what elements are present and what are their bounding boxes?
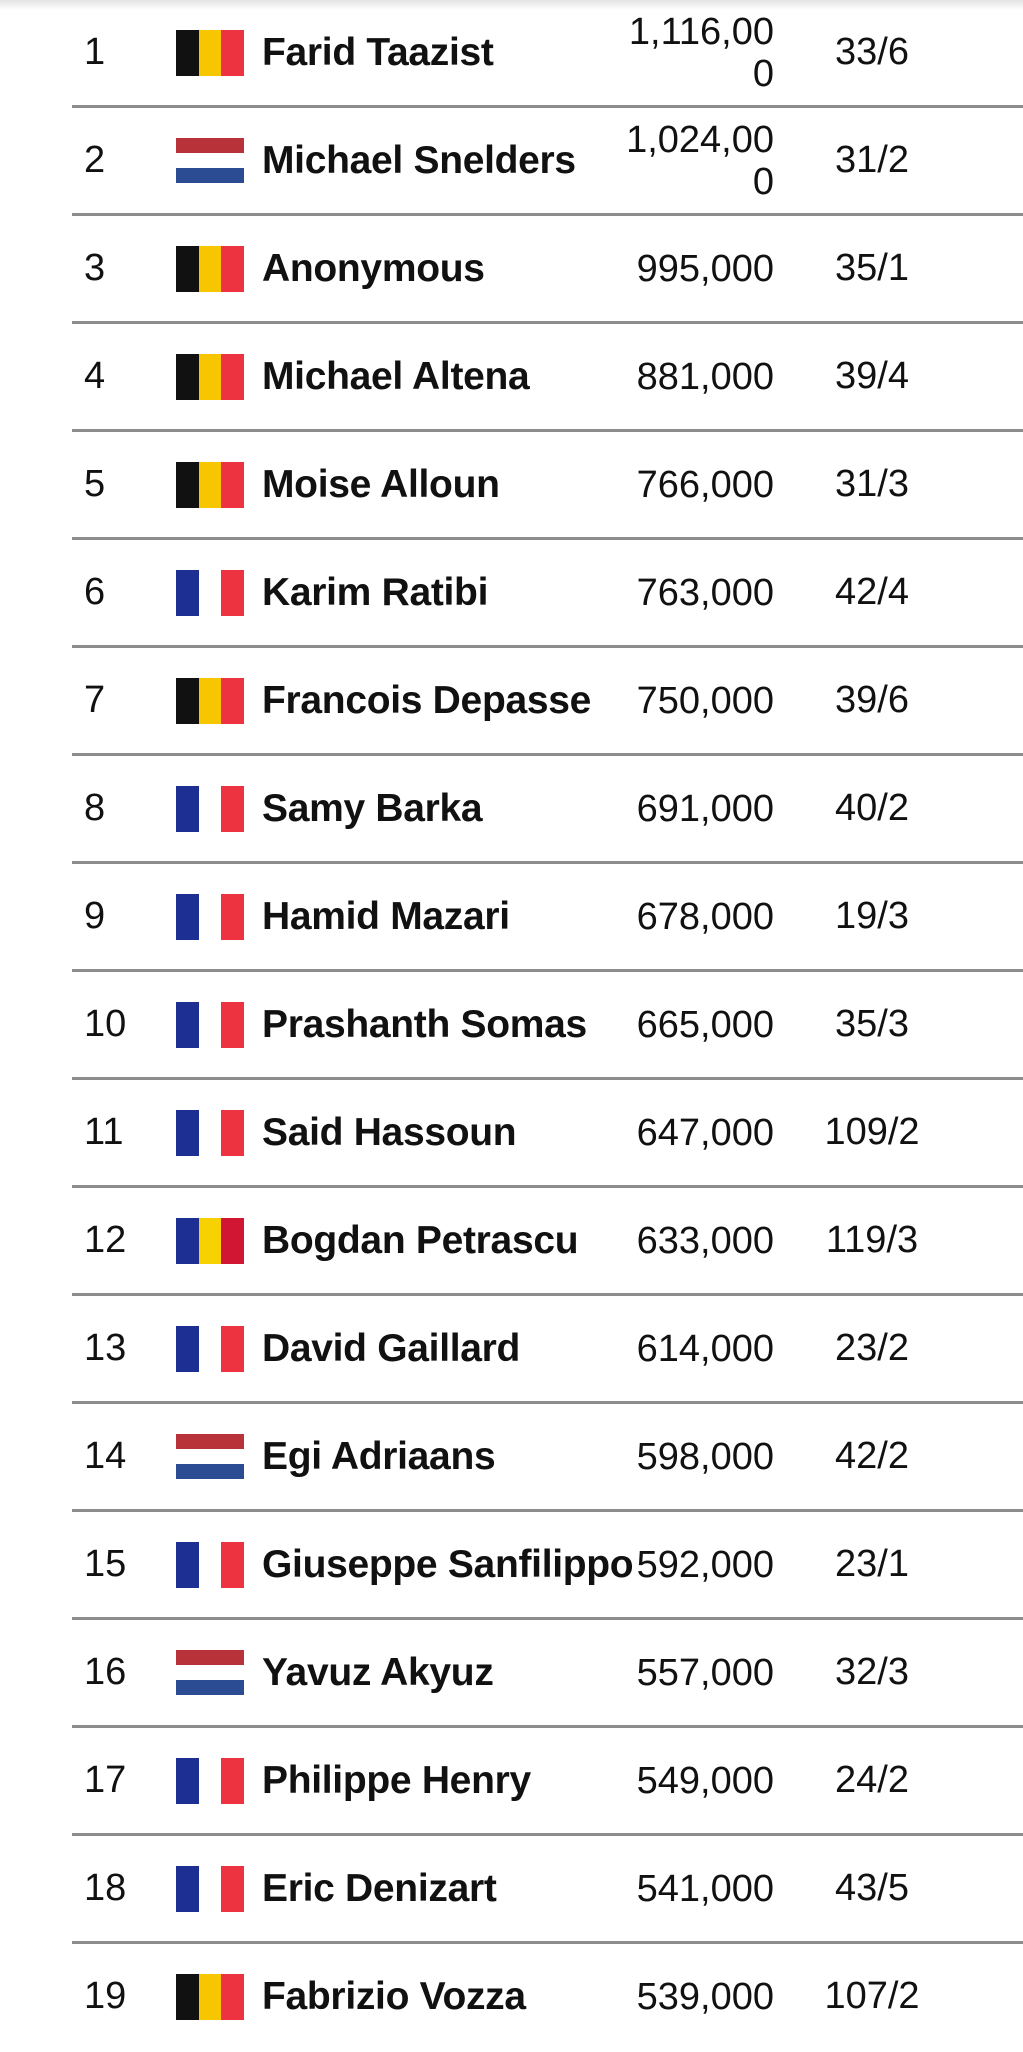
score-cell [612, 1188, 774, 1293]
score-value: 592,000 [636, 1543, 774, 1586]
table-row[interactable] [72, 108, 1023, 216]
player-name[interactable]: Samy Barka [262, 786, 483, 830]
rank-cell: 8 [84, 787, 106, 829]
player-name[interactable]: Francois Depasse [262, 678, 592, 722]
score-cell [612, 1512, 774, 1617]
flag-cell [176, 1620, 248, 1725]
score-cell [612, 432, 774, 537]
belgium-flag-icon [176, 462, 244, 508]
score-value: 665,000 [636, 1003, 774, 1046]
player-name[interactable]: Said Hassoun [262, 1110, 517, 1154]
record-cell: 39/4 [835, 355, 909, 397]
france-flag-icon [176, 1542, 244, 1588]
player-name[interactable]: Anonymous [262, 246, 485, 290]
player-name[interactable]: Yavuz Akyuz [262, 1650, 494, 1694]
player-name[interactable]: Moise Alloun [262, 462, 500, 506]
player-name[interactable]: Egi Adriaans [262, 1434, 496, 1478]
score-cell [612, 1620, 774, 1725]
flag-cell [176, 1080, 248, 1185]
record-cell: 19/3 [835, 895, 909, 937]
belgium-flag-icon [176, 678, 244, 724]
score-value: 549,000 [636, 1759, 774, 1802]
score-cell [612, 1296, 774, 1401]
france-flag-icon [176, 894, 244, 940]
table-row[interactable] [72, 1296, 1023, 1404]
table-row[interactable] [72, 1404, 1023, 1512]
table-row[interactable] [72, 648, 1023, 756]
score-value: 1,024,000 [626, 118, 774, 203]
score-value: 995,000 [636, 247, 774, 290]
score-cell [612, 216, 774, 321]
romania-flag-icon [176, 1218, 244, 1264]
player-name[interactable]: Bogdan Petrascu [262, 1218, 579, 1262]
flag-cell [176, 1944, 248, 2049]
rank-cell: 13 [84, 1327, 127, 1369]
record-cell: 109/2 [824, 1111, 920, 1153]
france-flag-icon [176, 1758, 244, 1804]
table-row[interactable] [72, 1944, 1023, 2052]
flag-cell [176, 756, 248, 861]
table-row[interactable] [72, 1836, 1023, 1944]
rank-cell: 4 [84, 355, 106, 397]
france-flag-icon [176, 570, 244, 616]
score-cell [612, 864, 774, 969]
flag-cell [176, 432, 248, 537]
player-name[interactable]: David Gaillard [262, 1326, 521, 1370]
france-flag-icon [176, 1002, 244, 1048]
score-value: 633,000 [636, 1219, 774, 1262]
score-cell [612, 1404, 774, 1509]
player-name[interactable]: Philippe Henry [262, 1758, 531, 1802]
flag-cell [176, 972, 248, 1077]
record-cell: 33/6 [835, 31, 909, 73]
table-row[interactable] [72, 324, 1023, 432]
flag-cell [176, 864, 248, 969]
score-cell [612, 1836, 774, 1941]
rank-cell: 9 [84, 895, 106, 937]
rank-cell: 7 [84, 679, 106, 721]
score-cell [612, 1728, 774, 1833]
record-cell: 107/2 [824, 1975, 920, 2017]
belgium-flag-icon [176, 354, 244, 400]
score-value: 647,000 [636, 1111, 774, 1154]
flag-cell [176, 1728, 248, 1833]
rank-cell: 15 [84, 1543, 127, 1585]
rank-cell: 5 [84, 463, 106, 505]
record-cell: 42/2 [835, 1435, 909, 1477]
score-value: 766,000 [636, 463, 774, 506]
table-row[interactable] [72, 0, 1023, 108]
rank-cell: 6 [84, 571, 106, 613]
rank-cell: 3 [84, 247, 106, 289]
table-row[interactable] [72, 1620, 1023, 1728]
score-cell [612, 648, 774, 753]
table-row[interactable] [72, 864, 1023, 972]
record-cell: 32/3 [835, 1651, 909, 1693]
record-cell: 23/2 [835, 1327, 909, 1369]
player-name[interactable]: Fabrizio Vozza [262, 1974, 526, 2018]
record-cell: 42/4 [835, 571, 909, 613]
belgium-flag-icon [176, 246, 244, 292]
flag-cell [176, 648, 248, 753]
netherlands-flag-icon [176, 1650, 244, 1696]
score-value: 598,000 [636, 1435, 774, 1478]
belgium-flag-icon [176, 30, 244, 76]
score-cell [612, 108, 774, 213]
table-row[interactable] [72, 540, 1023, 648]
netherlands-flag-icon [176, 138, 244, 184]
rank-cell: 19 [84, 1975, 127, 2017]
rank-cell: 18 [84, 1867, 127, 1909]
flag-cell [176, 324, 248, 429]
ranking-table [72, 0, 1023, 2052]
flag-cell [176, 1404, 248, 1509]
table-row[interactable] [72, 1728, 1023, 1836]
france-flag-icon [176, 1326, 244, 1372]
table-row[interactable] [72, 756, 1023, 864]
record-cell: 39/6 [835, 679, 909, 721]
player-name[interactable]: Prashanth Somas [262, 1002, 587, 1046]
rank-cell: 16 [84, 1651, 127, 1693]
record-cell: 43/5 [835, 1867, 909, 1909]
belgium-flag-icon [176, 1974, 244, 2020]
score-cell [612, 540, 774, 645]
score-value: 541,000 [636, 1867, 774, 1910]
score-cell [612, 1944, 774, 2049]
player-name[interactable]: Karim Ratibi [262, 570, 489, 614]
record-cell: 24/2 [835, 1759, 909, 1801]
flag-cell [176, 0, 248, 105]
score-value: 539,000 [636, 1975, 774, 2018]
score-value: 691,000 [636, 787, 774, 830]
rank-cell: 14 [84, 1435, 127, 1477]
france-flag-icon [176, 786, 244, 832]
player-name[interactable]: Eric Denizart [262, 1866, 497, 1910]
record-cell: 40/2 [835, 787, 909, 829]
score-value: 557,000 [636, 1651, 774, 1694]
rank-cell: 11 [84, 1111, 124, 1153]
table-row[interactable] [72, 1512, 1023, 1620]
score-value: 678,000 [636, 895, 774, 938]
score-cell [612, 972, 774, 1077]
record-cell: 23/1 [835, 1543, 909, 1585]
record-cell: 31/2 [835, 139, 909, 181]
record-cell: 35/1 [835, 247, 909, 289]
table-row[interactable] [72, 1188, 1023, 1296]
rank-cell: 17 [84, 1759, 127, 1801]
record-cell: 31/3 [835, 463, 909, 505]
player-name[interactable]: Michael Altena [262, 354, 530, 398]
table-row[interactable] [72, 972, 1023, 1080]
score-cell [612, 0, 774, 105]
score-cell [612, 756, 774, 861]
flag-cell [176, 1296, 248, 1401]
flag-cell [176, 1188, 248, 1293]
score-value: 614,000 [636, 1327, 774, 1370]
player-name[interactable]: Hamid Mazari [262, 894, 510, 938]
record-cell: 119/3 [825, 1219, 919, 1261]
score-value: 750,000 [636, 679, 774, 722]
score-value: 881,000 [636, 355, 774, 398]
france-flag-icon [176, 1866, 244, 1912]
table-row[interactable] [72, 216, 1023, 324]
flag-cell [176, 108, 248, 213]
table-row[interactable] [72, 1080, 1023, 1188]
rank-cell: 10 [84, 1003, 127, 1045]
score-value: 763,000 [636, 571, 774, 614]
flag-cell [176, 540, 248, 645]
score-cell [612, 324, 774, 429]
flag-cell [176, 216, 248, 321]
flag-cell [176, 1512, 248, 1617]
score-cell [612, 1080, 774, 1185]
france-flag-icon [176, 1110, 244, 1156]
table-row[interactable] [72, 432, 1023, 540]
rank-cell: 12 [84, 1219, 127, 1261]
rank-cell: 2 [84, 139, 106, 181]
record-cell: 35/3 [835, 1003, 909, 1045]
flag-cell [176, 1836, 248, 1941]
player-name[interactable]: Michael Snelders [262, 138, 576, 182]
score-value: 1,116,000 [628, 10, 774, 95]
player-name[interactable]: Farid Taazist [262, 30, 494, 74]
netherlands-flag-icon [176, 1434, 244, 1480]
rank-cell: 1 [84, 31, 106, 73]
player-name[interactable]: Giuseppe Sanfilippo [262, 1542, 634, 1586]
